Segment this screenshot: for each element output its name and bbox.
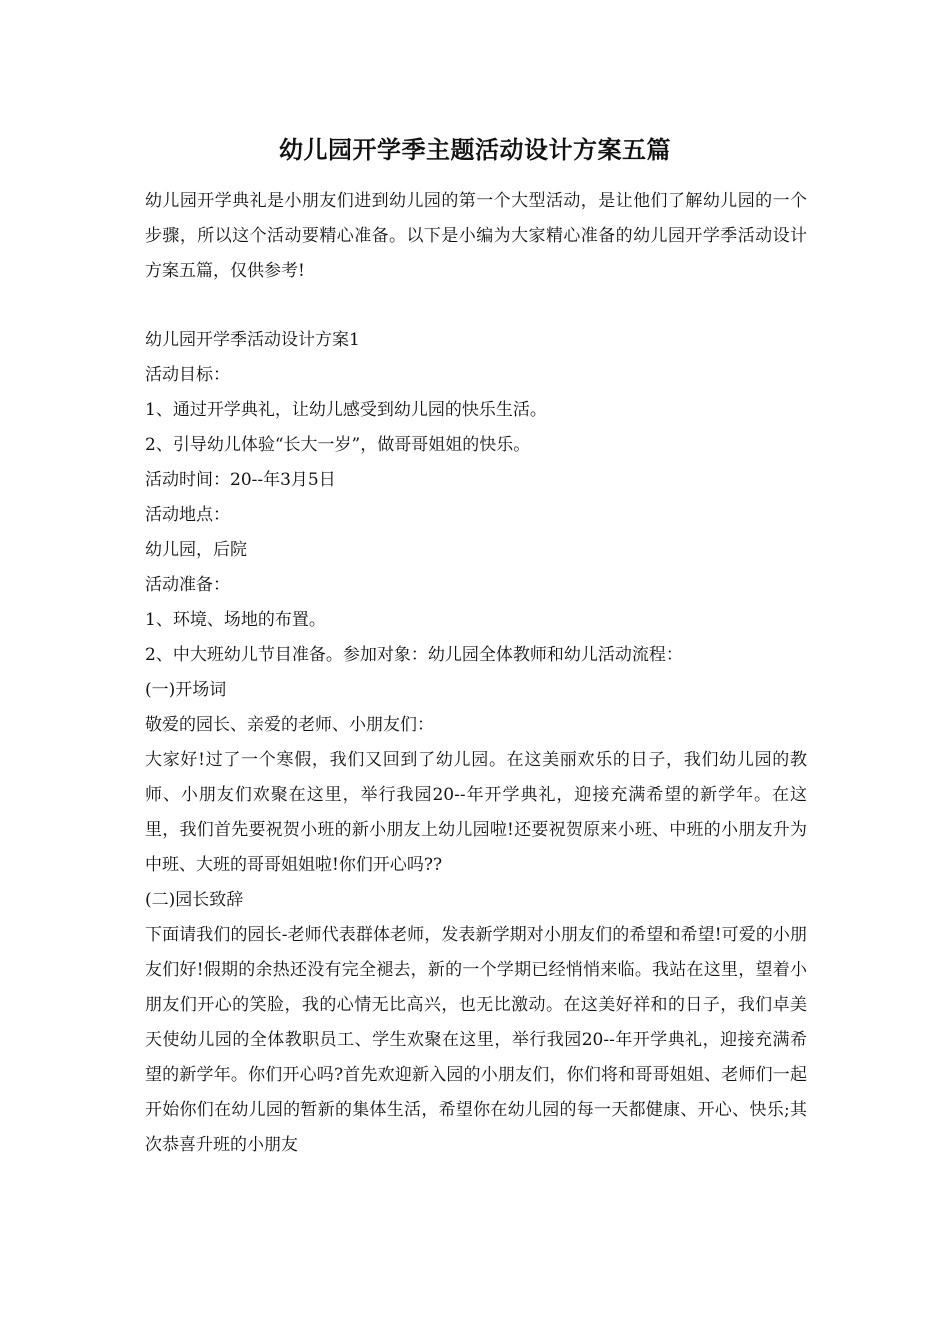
prep-label: 活动准备：	[145, 575, 230, 595]
speech-label: (二)园长致辞	[145, 890, 244, 910]
goal-label: 活动目标：	[145, 365, 230, 385]
goal-item-1: 1、通过开学典礼，让幼儿感受到幼儿园的快乐生活。	[145, 400, 547, 420]
goal-item-2: 2、引导幼儿体验“长大一岁”，做哥哥姐姐的快乐。	[145, 435, 531, 455]
opening-paragraph: 大家好!过了一个寒假，我们又回到了幼儿园。在这美丽欢乐的日子，我们幼儿园的教师、小朋友们欢聚在这里，举行我园20--年开学典礼，迎接充满希望的新学年。在这里，我们首先要祝贺小班的新小朋友上幼儿园啦!还要祝贺原来小班、中班的小朋友升为中班、大班的哥哥姐姐啦!你们开心吗??	[145, 750, 807, 875]
speech-paragraph: 下面请我们的园长-老师代表群体老师，发表新学期对小朋友们的希望和希望!可爱的小朋友们好!假期的余热还没有完全褪去，新的一个学期已经悄悄来临。我站在这里，望着小朋友们开心的笑脸，我的心情无比高兴，也无比激动。在这美好祥和的日子，我们卓美天使幼儿园的全体教职员工、学生欢聚在这里，举行我园20--年开学典礼，迎接充满希望的新学年。你们开心吗?首先欢迎新入园的小朋友们，你们将和哥哥姐姐、老师们一起开始你们在幼儿园的暂新的集体生活，希望你在幼儿园的每一天都健康、开心、快乐;其次恭喜升班的小朋友	[145, 925, 807, 1155]
opening-label: (一)开场词	[145, 680, 227, 700]
document-title: 幼儿园开学季主题活动设计方案五篇	[279, 135, 671, 164]
paragraph-spacer	[145, 289, 807, 323]
document-body	[145, 184, 807, 1163]
intro-paragraph: 幼儿园开学典礼是小朋友们进到幼儿园的第一个大型活动，是让他们了解幼儿园的一个步骤，所以这个活动要精心准备。以下是小编为大家精心准备的幼儿园开学季活动设计方案五篇，仅供参考!	[145, 191, 807, 281]
greeting-line: 敬爱的园长、亲爱的老师、小朋友们：	[145, 715, 434, 735]
activity-time: 活动时间：20--年3月5日	[145, 470, 336, 490]
place-label: 活动地点：	[145, 505, 230, 525]
prep-item-2: 2、中大班幼儿节目准备。参加对象：幼儿园全体教师和幼儿活动流程：	[145, 645, 683, 665]
prep-item-1: 1、环境、场地的布置。	[145, 610, 326, 630]
section-heading: 幼儿园开学季活动设计方案1	[145, 330, 360, 350]
place-value: 幼儿园，后院	[145, 540, 247, 560]
